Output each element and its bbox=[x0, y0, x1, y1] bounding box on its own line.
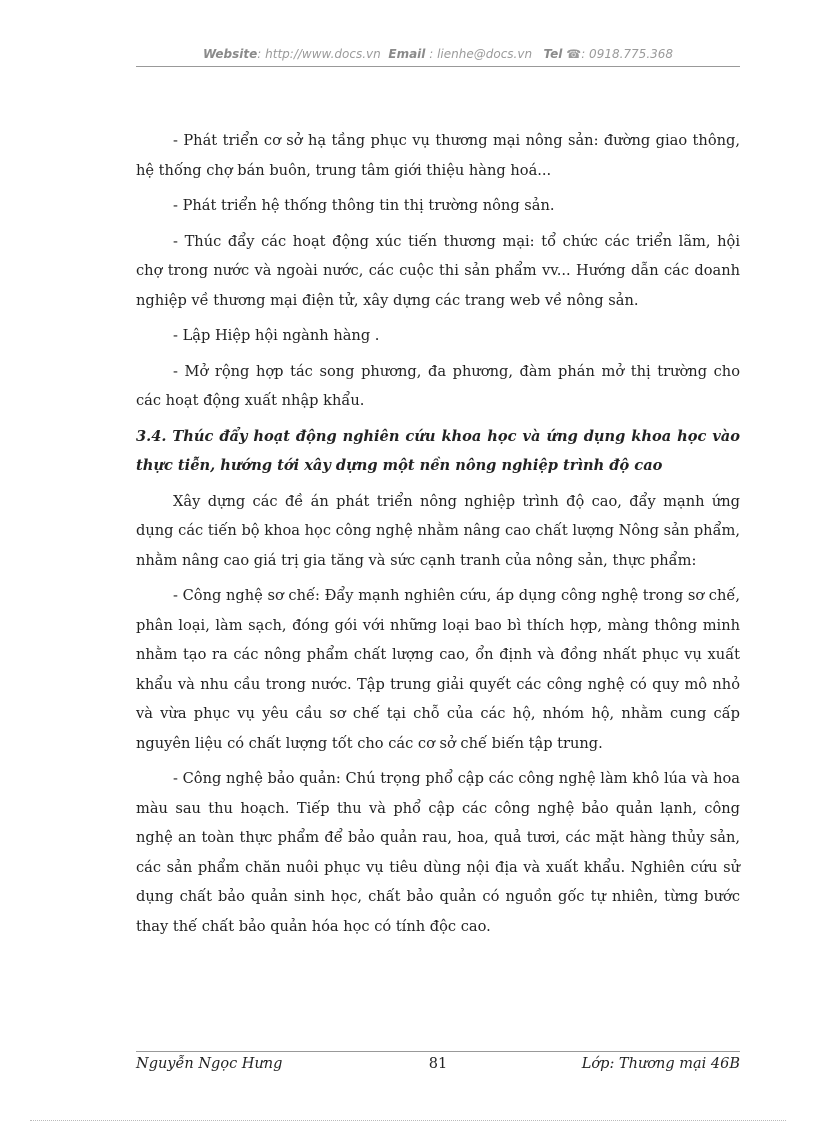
paragraph: - Phát triển cơ sở hạ tầng phục vụ thương mại nông sản: đường giao thông, hệ thống chợ bán buôn, trung tâm giới thiệu hàng hoá... bbox=[136, 132, 740, 179]
paragraph: - Công nghệ bảo quản: Chú trọng phổ cập các công nghệ làm khô lúa và hoa màu sau thu hoạch. Tiếp thu và phổ cập các công nghệ bảo quản lạnh, công nghệ an toàn thực phẩm để bảo quản rau, hoa, quả tươi, các mặt hàng thủy sản, các sản phẩm chăn nuôi phục vụ tiêu dùng nội địa và xuất khẩu. Nghiên cứu sử dụng chất bảo quản sinh học, chất bảo quản có nguồn gốc tự nhiên, từng bước thay thế chất bảo quản hóa học có tính độc cao. bbox=[136, 770, 740, 935]
document-body bbox=[136, 126, 740, 947]
page-number: 81 bbox=[428, 1056, 448, 1072]
paragraph: - Lập Hiệp hội ngành hàng . bbox=[173, 327, 380, 344]
tel-label: Tel bbox=[543, 47, 563, 61]
footer-class: Lớp: Thương mại 46B bbox=[581, 1056, 740, 1072]
paragraph: - Công nghệ sơ chế: Đẩy mạnh nghiên cứu, áp dụng công nghệ trong sơ chế, phân loại, làm sạch, đóng gói với những loại bao bì thích hợp, màng thông minh nhằm tạo ra các nông phẩm chất lượng cao, ổn định và đồng nhất phục vụ xuất khẩu và nhu cầu trong nước. Tập trung giải quyết các công nghệ có quy mô nhỏ và vừa phục vụ yêu cầu sơ chế tại chỗ của các hộ, nhóm hộ, nhằm cung cấp nguyên liệu có chất lượng tốt cho các cơ sở chế biến tập trung. bbox=[136, 587, 740, 752]
page-edge-divider bbox=[30, 1120, 786, 1121]
section-heading: 3.4. Thúc đẩy hoạt động nghiên cứu khoa học và ứng dụng khoa học vào thực tiễn, hướng tới xây dựng một nền nông nghiệp trình độ cao bbox=[136, 427, 740, 474]
paragraph: - Phát triển hệ thống thông tin thị trường nông sản. bbox=[173, 197, 555, 214]
header-divider bbox=[136, 66, 740, 67]
page-footer bbox=[136, 1056, 740, 1076]
paragraph: - Thúc đẩy các hoạt động xúc tiến thương mại: tổ chức các triển lãm, hội chợ trong nước và ngoài nước, các cuộc thi sản phẩm vv... Hướng dẫn các doanh nghiệp về thương mại điện tử, xây dựng các trang web về nông sản. bbox=[136, 232, 740, 309]
website-value[interactable]: : http://www.docs.vn bbox=[257, 47, 381, 61]
paragraph: - Mở rộng hợp tác song phương, đa phương, đàm phán mở thị trường cho các hoạt động xuất nhập khẩu. bbox=[136, 362, 740, 409]
paragraph: Xây dựng các đề án phát triển nông nghiệp trình độ cao, đẩy mạnh ứng dụng các tiến bộ khoa học công nghệ nhằm nâng cao chất lượng Nông sản phẩm, nhằm nâng cao giá trị gia tăng và sức cạnh tranh của nông sản, thực phẩm: bbox=[136, 492, 740, 569]
email-value[interactable]: : lienhe@docs.vn bbox=[429, 47, 533, 61]
email-label: Email bbox=[388, 47, 426, 61]
footer-divider bbox=[136, 1051, 740, 1052]
website-label: Website bbox=[202, 47, 258, 61]
footer-author: Nguyễn Ngọc Hưng bbox=[136, 1056, 283, 1072]
page-header bbox=[136, 47, 740, 61]
tel-value: ☎: 0918.775.368 bbox=[566, 47, 674, 61]
